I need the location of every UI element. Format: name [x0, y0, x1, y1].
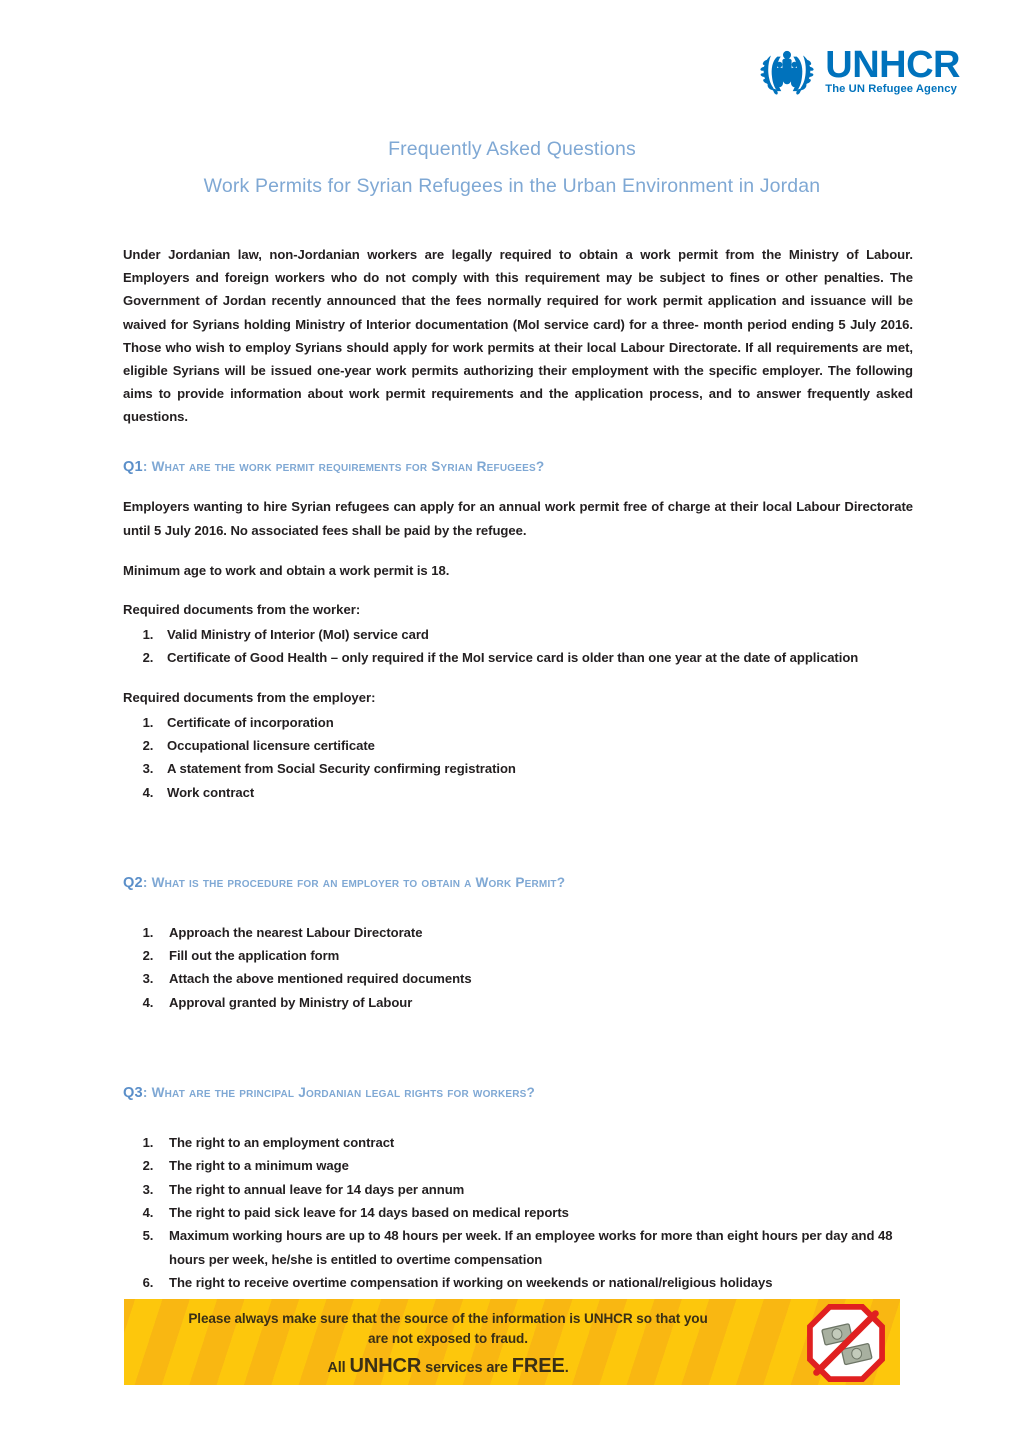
banner-free-prefix: All: [327, 1360, 350, 1376]
q2-procedure-list: [123, 921, 913, 1014]
list-item: 2. Certificate of Good Health – only required if the MoI service card is older than one year at the date of application: [157, 646, 913, 669]
question-number-q2: Q2: [123, 874, 143, 891]
banner-warning-text: [124, 1309, 772, 1348]
list-item: 3. A statement from Social Security confirming registration: [157, 757, 913, 780]
question-heading-q1: [123, 458, 913, 477]
q1-paragraph-2: Minimum age to work and obtain a work permit is 18.: [123, 562, 450, 578]
list-item: 1. Certificate of incorporation: [157, 711, 913, 734]
logo-wordmark: [825, 43, 960, 96]
banner-warning-line2: are not exposed to fraud.: [368, 1330, 528, 1346]
question-number-q1: Q1: [123, 459, 143, 476]
page-subtitle: Work Permits for Syrian Refugees in the Urban Environment in Jordan: [203, 175, 821, 198]
q1-worker-docs-list: [123, 623, 913, 670]
unhcr-logo: [758, 44, 960, 98]
page-title: Frequently Asked Questions: [388, 138, 636, 160]
list-item: 6. The right to receive overtime compensation if working on weekends or national/religious holidays: [157, 1271, 913, 1294]
q1-employer-docs-list: [123, 711, 913, 804]
logo-unhcr-text: UNHCR: [825, 43, 960, 86]
banner-free-middle: services are: [421, 1360, 512, 1376]
document-body: [123, 243, 913, 1294]
q1-worker-docs-label: Required documents from the worker:: [123, 602, 361, 618]
question-heading-q2: [123, 874, 913, 893]
banner-warning-line1: Please always make sure that the source of the information is UNHCR so that you: [188, 1311, 708, 1326]
list-item: 3. Attach the above mentioned required documents: [157, 967, 913, 990]
question-separator-q2: :: [142, 874, 152, 890]
list-item: 5. Maximum working hours are up to 48 hours per week. If an employee works for more than eight hours per day and 48 hours per week, he/she is entitled to overtime compensation: [157, 1224, 913, 1271]
list-spacer: [123, 1103, 913, 1129]
question-number-q3: Q3: [123, 1085, 143, 1102]
q1-employer-docs-label: Required documents from the employer:: [123, 689, 376, 705]
q1-paragraph-1: Employers wanting to hire Syrian refugees can apply for an annual work permit free of charge at their local Labour Directorate until 5 July 2016. No associated fees shall be paid by the refugee.: [123, 499, 913, 538]
question-separator-q1: :: [142, 459, 152, 475]
list-item: 2. Occupational licensure certificate: [157, 734, 913, 757]
section-spacer: [123, 804, 913, 844]
list-item: 1. Approach the nearest Labour Directorate: [157, 921, 913, 944]
question-text-q2: What is the procedure for an employer to obtain a Work Permit?: [151, 874, 566, 890]
list-item: 2. The right to a minimum wage: [157, 1154, 913, 1177]
intro-paragraph: Under Jordanian law, non-Jordanian workers are legally required to obtain a work permit from the Ministry of Labour. Employers and foreign workers who do not comply with this requirement may be subject to fines or other penalties. The Government of Jordan recently announced that the fees normally required for work permit application and issuance will be waived for Syrians holding Ministry of Interior documentation (MoI service card) for a three- month period ending 5 July 2016. Those who wish to employ Syrians should apply for work permits at their local Labour Directorate. If all requirements are met, eligible Syrians will be issued one-year work permits authorizing their employment with the specific employer. The following aims to provide information about work permit requirements and the application process, and to answer frequently asked questions.: [123, 247, 913, 425]
unhcr-emblem-icon: [758, 44, 816, 98]
banner-free-suffix: .: [564, 1360, 569, 1376]
logo-tagline-text: The UN Refugee Agency: [825, 83, 957, 96]
list-item: 4. The right to paid sick leave for 14 days based on medical reports: [157, 1201, 913, 1224]
question-separator-q3: :: [142, 1085, 152, 1101]
question-heading-q3: [123, 1084, 913, 1103]
list-spacer: [123, 893, 913, 919]
question-text-q3: What are the principal Jordanian legal rights for workers?: [151, 1085, 536, 1101]
fraud-warning-banner: [124, 1299, 900, 1385]
list-item: 2. Fill out the application form: [157, 944, 913, 967]
section-spacer: [123, 1014, 913, 1054]
title-block: [0, 138, 1024, 199]
list-item: 1. Valid Ministry of Interior (MoI) service card: [157, 623, 913, 646]
list-item: 4. Approval granted by Ministry of Labour: [157, 991, 913, 1014]
banner-free-services-text: [124, 1355, 772, 1378]
list-item: 3. The right to annual leave for 14 days per annum: [157, 1178, 913, 1201]
banner-free-emphasis: FREE: [511, 1355, 565, 1377]
no-money-icon: [805, 1302, 887, 1384]
list-item: 1. The right to an employment contract: [157, 1131, 913, 1154]
question-text-q1: What are the work permit requirements for Syrian Refugees?: [151, 459, 545, 475]
banner-free-brand: UNHCR: [349, 1355, 422, 1377]
q3-rights-list: [123, 1131, 913, 1294]
list-item: 4. Work contract: [157, 781, 913, 804]
